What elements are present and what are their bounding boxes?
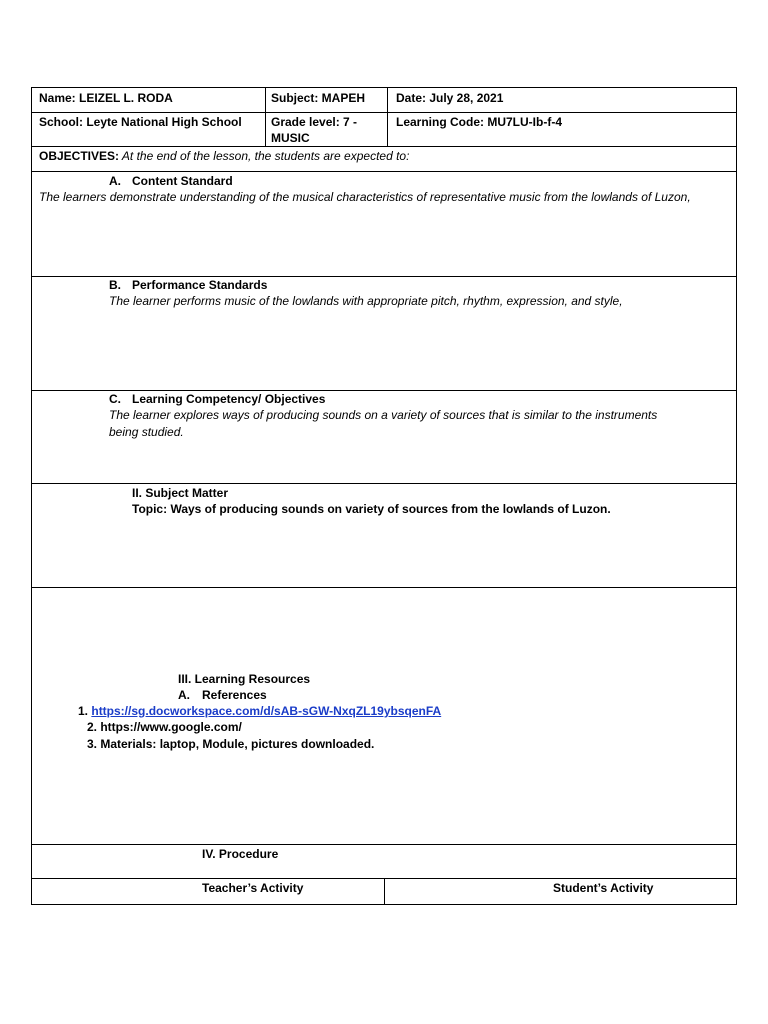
header-divider-1 (265, 87, 266, 146)
school-cell: School: Leyte National High School (39, 115, 242, 129)
subject-cell: Subject: MAPEH (271, 91, 366, 105)
topic-row (132, 501, 611, 517)
grade-level-line1: Grade level: 7 - (271, 115, 358, 129)
border-top (31, 87, 737, 88)
subject-matter-title: II. Subject Matter (132, 486, 229, 500)
name-cell: Name: LEIZEL L. RODA (39, 91, 173, 105)
performance-standards-letter: B. (109, 278, 121, 292)
references-title: References (202, 688, 267, 702)
row-line-3 (31, 171, 737, 172)
resources-title: III. Learning Resources (178, 672, 311, 686)
competency-title: Learning Competency/ Objectives (132, 392, 326, 406)
objectives-intro: At the end of the lesson, the students are expected to: (119, 149, 410, 163)
border-left (31, 87, 32, 905)
row-line-2 (31, 146, 737, 147)
grade-level-line2: MUSIC (271, 131, 310, 145)
activity-divider (384, 878, 385, 905)
content-standard-letter: A. (109, 174, 121, 188)
learning-code-cell: Learning Code: MU7LU-Ib-f-4 (396, 115, 562, 129)
row-line-1 (31, 112, 737, 113)
reference-1-number: 1. (78, 704, 89, 718)
student-activity-header: Student’s Activity (553, 881, 654, 895)
reference-2: 2. https://www.google.com/ (87, 720, 242, 734)
topic-label: Topic: (132, 502, 168, 516)
row-line-8 (31, 844, 737, 845)
reference-1 (78, 703, 441, 719)
border-right (736, 87, 737, 905)
competency-letter: C. (109, 392, 121, 406)
reference-1-link[interactable]: https://sg.docworkspace.com/d/sAB-sGW-NxqZL19ybsqenFA (91, 704, 442, 718)
competency-text-line1: The learner explores ways of producing sounds on a variety of sources that is similar to the instruments (109, 408, 658, 422)
date-cell: Date: July 28, 2021 (396, 91, 504, 105)
competency-text-line2: being studied. (109, 425, 184, 439)
performance-standards-text: The learner performs music of the lowlands with appropriate pitch, rhythm, expression, and style, (109, 294, 623, 308)
references-letter: A. (178, 688, 190, 702)
row-line-6 (31, 483, 737, 484)
row-line-7 (31, 587, 737, 588)
teacher-activity-header: Teacher’s Activity (202, 881, 304, 895)
content-standard-text: The learners demonstrate understanding of the musical characteristics of representative music from the lowlands of Luzon, (39, 190, 691, 204)
topic-text: Ways of producing sounds on variety of sources from the lowlands of Luzon. (167, 502, 611, 516)
reference-3-materials: 3. Materials: laptop, Module, pictures downloaded. (87, 737, 375, 751)
objectives-row (39, 148, 409, 164)
procedure-title: IV. Procedure (202, 847, 279, 861)
objectives-label: OBJECTIVES: (39, 149, 120, 163)
performance-standards-title: Performance Standards (132, 278, 268, 292)
content-standard-title: Content Standard (132, 174, 233, 188)
header-divider-2 (387, 87, 388, 146)
